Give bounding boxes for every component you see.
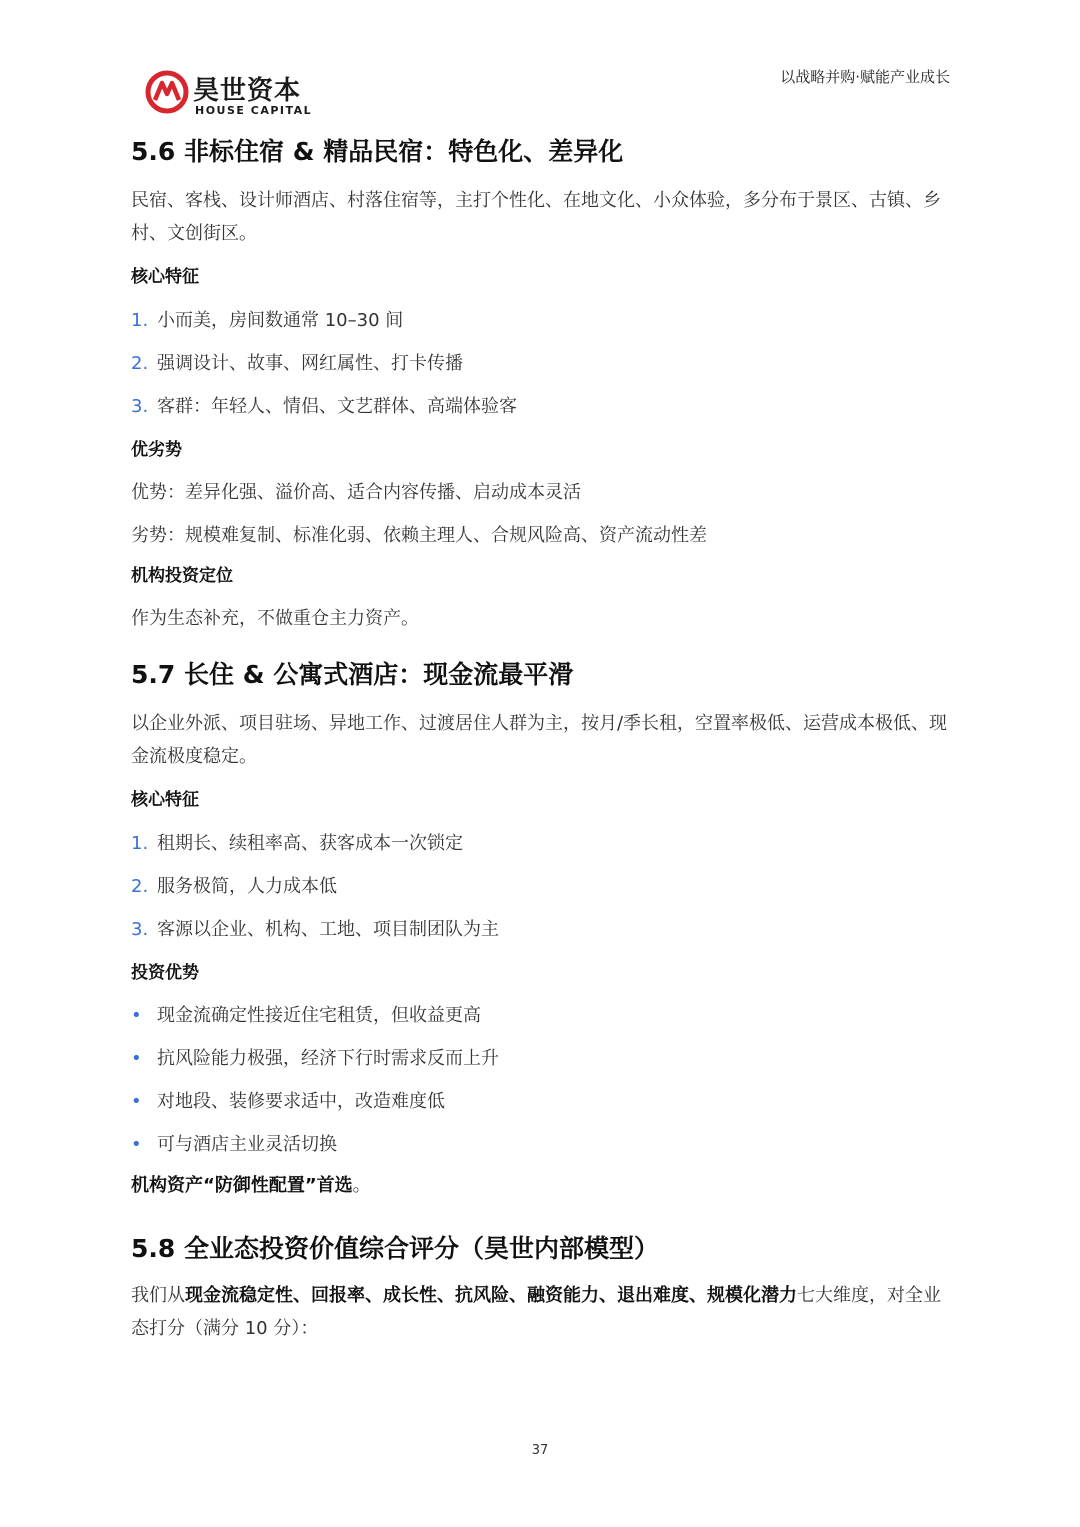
header-slogan: 以战略并购·赋能产业成长 <box>780 68 950 86</box>
logo-chinese-text: 昊世资本 <box>193 76 302 106</box>
positioning-text: 作为生态补充，不做重仓主力资产。 <box>131 608 419 629</box>
list-item <box>131 1001 951 1031</box>
list-item <box>131 306 951 336</box>
logo-mark-icon <box>145 70 189 114</box>
subheading-pros-cons: 优劣势 <box>131 440 182 460</box>
list-item-text: 可与酒店主业灵活切换 <box>157 1134 337 1155</box>
list-item-text: 客群：年轻人、情侣、文艺群体、高端体验客 <box>157 396 517 417</box>
section-intro-5-7: 以企业外派、项目驻场、异地工作、过渡居住人群为主，按月/季长租，空置率极低、运营成本极低、现金流极度稳定。 <box>131 713 948 767</box>
list-number: 1. <box>131 833 149 854</box>
list-item <box>131 872 951 902</box>
pros-text: 优势：差异化强、溢价高、适合内容传播、启动成本灵活 <box>131 482 581 503</box>
page-number: 37 <box>531 1443 549 1458</box>
list-number: 2. <box>131 353 149 374</box>
page-content <box>131 128 951 1345</box>
bullet-icon: • <box>131 1005 142 1026</box>
list-item <box>131 349 951 379</box>
advantages-list <box>131 1001 951 1160</box>
cons-text: 劣势：规模难复制、标准化弱、依赖主理人、合规风险高、资产流动性差 <box>131 525 707 546</box>
list-item-text: 强调设计、故事、网红属性、打卡传播 <box>157 353 463 374</box>
house-capital-logo <box>145 70 315 120</box>
logo-english-text: HOUSE CAPITAL <box>195 104 313 117</box>
conclusion-bold: 机构资产“防御性配置”首选 <box>131 1175 353 1196</box>
intro-prefix: 我们从 <box>131 1285 185 1306</box>
page-header <box>0 0 1080 130</box>
subheading-positioning: 机构投资定位 <box>131 566 233 586</box>
bullet-icon: • <box>131 1134 142 1155</box>
list-item-text: 客源以企业、机构、工地、项目制团队为主 <box>157 919 499 940</box>
bullet-icon: • <box>131 1048 142 1069</box>
list-number: 3. <box>131 919 149 940</box>
section-title-5-8: 5.8 全业态投资价值综合评分（昊世内部模型） <box>131 1234 659 1263</box>
section-title-5-7: 5.7 长住 & 公寓式酒店：现金流最平滑 <box>131 660 574 689</box>
conclusion-end: 。 <box>352 1175 371 1196</box>
intro-dimensions: 现金流稳定性、回报率、成长性、抗风险、融资能力、退出难度、规模化潜力 <box>185 1285 797 1306</box>
list-item-text: 抗风险能力极强，经济下行时需求反而上升 <box>157 1048 499 1069</box>
list-item-text: 现金流确定性接近住宅租赁，但收益更高 <box>157 1005 481 1026</box>
list-item <box>131 392 951 422</box>
subheading-core-features: 核心特征 <box>131 790 199 810</box>
list-item <box>131 915 951 945</box>
list-item-text: 服务极简，人力成本低 <box>157 876 337 897</box>
list-number: 3. <box>131 396 149 417</box>
list-item <box>131 1044 951 1074</box>
list-item <box>131 1087 951 1117</box>
subheading-core-features: 核心特征 <box>131 267 199 287</box>
section-intro-5-8 <box>131 1279 951 1345</box>
list-item-text: 对地段、装修要求适中，改造难度低 <box>157 1091 445 1112</box>
core-features-list <box>131 829 951 945</box>
list-item <box>131 829 951 859</box>
subheading-investment-advantages: 投资优势 <box>131 963 199 983</box>
bullet-icon: • <box>131 1091 142 1112</box>
section-title-5-6: 5.6 非标住宿 & 精品民宿：特色化、差异化 <box>131 137 624 166</box>
list-item-text: 租期长、续租率高、获客成本一次锁定 <box>157 833 463 854</box>
core-features-list <box>131 306 951 422</box>
intro-suffix: 七大维度，对全业态打分（满分 10 分）： <box>131 1285 941 1339</box>
list-item <box>131 1130 951 1160</box>
section-intro-5-6: 民宿、客栈、设计师酒店、村落住宿等，主打个性化、在地文化、小众体验，多分布于景区、古镇、乡村、文创街区。 <box>131 190 941 244</box>
conclusion-text <box>131 1169 951 1202</box>
list-number: 2. <box>131 876 149 897</box>
list-item-text: 小而美，房间数通常 10–30 间 <box>157 310 404 331</box>
list-number: 1. <box>131 310 149 331</box>
